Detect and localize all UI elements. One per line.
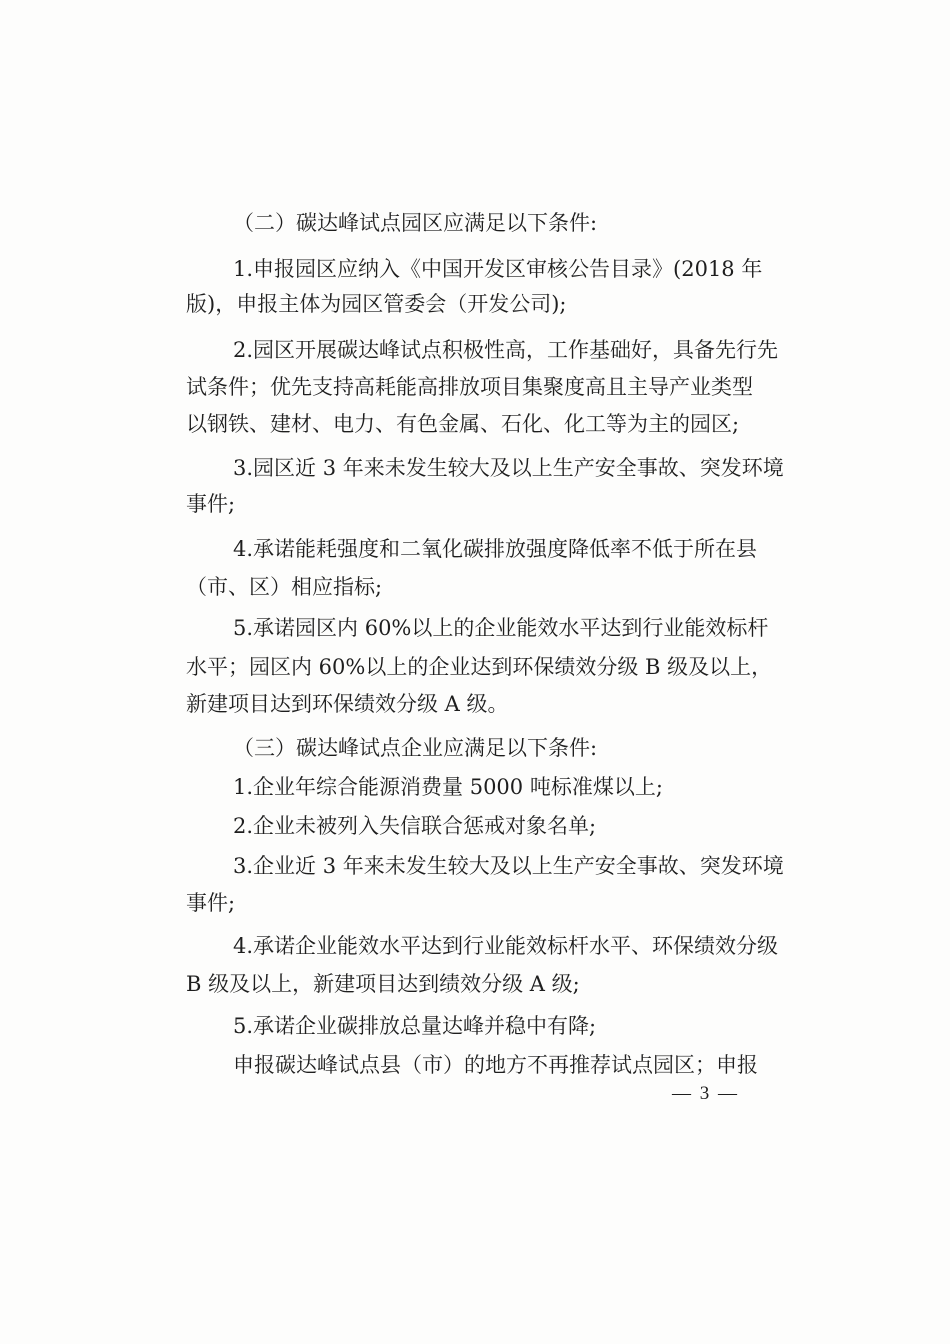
text-line: 2.企业未被列入失信联合惩戒对象名单; bbox=[233, 814, 597, 838]
text-line: 1.企业年综合能源消费量 5000 吨标准煤以上; bbox=[233, 775, 663, 799]
text-line: （市、区）相应指标; bbox=[186, 575, 383, 599]
text-line: 1.申报园区应纳入《中国开发区审核公告目录》(2018 年 bbox=[233, 257, 763, 281]
text-line: 新建项目达到环保绩效分级 A 级。 bbox=[186, 692, 509, 716]
text-line: 4.承诺企业能效水平达到行业能效标杆水平、环保绩效分级 bbox=[233, 934, 779, 958]
text-line: 4.承诺能耗强度和二氧化碳排放强度降低率不低于所在县 bbox=[233, 537, 758, 561]
text-line: 版)，申报主体为园区管委会（开发公司); bbox=[186, 292, 567, 316]
text-line: 3.园区近 3 年来未发生较大及以上生产安全事故、突发环境 bbox=[233, 456, 784, 480]
text-line: 试条件；优先支持高耗能高排放项目集聚度高且主导产业类型 bbox=[186, 375, 753, 399]
text-line: 2.园区开展碳达峰试点积极性高，工作基础好，具备先行先 bbox=[233, 338, 779, 362]
section-heading-park-conditions: （二）碳达峰试点园区应满足以下条件: bbox=[233, 211, 598, 235]
text-line: 事件; bbox=[186, 891, 236, 915]
text-line: 5.承诺园区内 60%以上的企业能效水平达到行业能效标杆 bbox=[233, 616, 769, 640]
text-line: 3.企业近 3 年来未发生较大及以上生产安全事故、突发环境 bbox=[233, 854, 784, 878]
text-line: 水平；园区内 60%以上的企业达到环保绩效分级 B 级及以上， bbox=[186, 655, 773, 679]
page-number: — 3 — bbox=[672, 1083, 739, 1104]
text-line: 申报碳达峰试点县（市）的地方不再推荐试点园区；申报 bbox=[233, 1053, 758, 1077]
text-line: B 级及以上，新建项目达到绩效分级 A 级; bbox=[186, 972, 580, 996]
text-line: 以钢铁、建材、电力、有色金属、石化、化工等为主的园区; bbox=[186, 412, 740, 436]
section-heading-enterprise-conditions: （三）碳达峰试点企业应满足以下条件: bbox=[233, 736, 598, 760]
text-line: 5.承诺企业碳排放总量达峰并稳中有降; bbox=[233, 1014, 597, 1038]
text-line: 事件; bbox=[186, 492, 236, 516]
